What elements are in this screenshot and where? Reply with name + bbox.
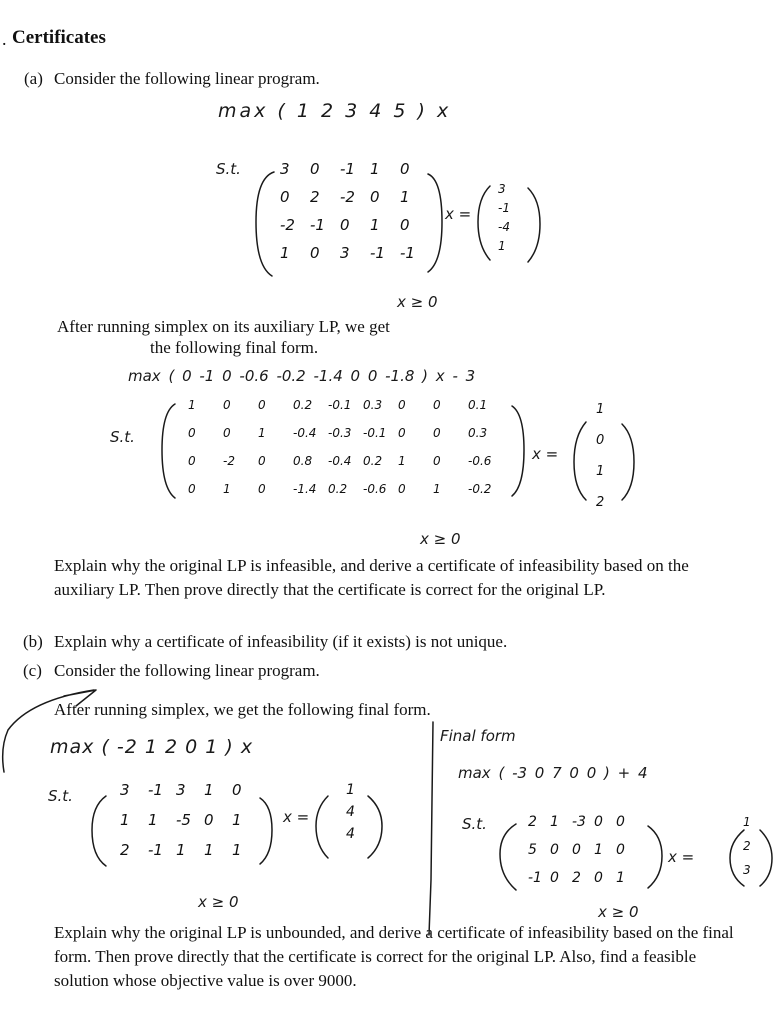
- final-a-cell-r1-c7: 0: [398, 398, 406, 412]
- lp-a-cell-r2-c3: -2: [340, 188, 355, 206]
- final-a-cell-r1-c1: 1: [188, 398, 196, 412]
- lp-c-rhs-value-2: 4: [346, 804, 355, 820]
- final-a-cell-r4-c3: 0: [258, 482, 266, 496]
- final-a-cell-r3-c8: 0: [433, 454, 441, 468]
- section-marker: .: [2, 29, 7, 49]
- final-a-cell-r2-c1: 0: [188, 426, 196, 440]
- part-c-label: (c): [23, 661, 42, 680]
- lp-a-cell-r4-c5: -1: [400, 244, 415, 262]
- final-a-right-bracket: [512, 406, 524, 496]
- final-a-cell-r1-c5: -0.1: [328, 398, 352, 412]
- lp-c-cell-r3-c5: 1: [232, 841, 242, 859]
- final-c-heading: Final form: [440, 727, 516, 745]
- lp-c-rhs-value-3: 4: [346, 826, 355, 842]
- final-c-cell-r3-c5: 1: [616, 870, 625, 886]
- final-c-cell-r1-c1: 2: [528, 814, 537, 830]
- final-a-rhs-value-4: 2: [596, 495, 605, 510]
- part-a-label: (a): [24, 69, 43, 88]
- part-b-text: Explain why a certificate of infeasibility (if it exists) is not unique.: [54, 632, 508, 651]
- lp-c-cell-r3-c2: -1: [148, 841, 163, 859]
- lp-c-st: S.t.: [48, 787, 73, 805]
- lp-a-cell-r2-c1: 0: [280, 188, 290, 206]
- final-a-cell-r2-c8: 0: [433, 426, 441, 440]
- final-a-cell-r4-c7: 0: [398, 482, 406, 496]
- final-a-cell-r3-c1: 0: [188, 454, 196, 468]
- lp-c-cell-r3-c3: 1: [176, 841, 186, 859]
- final-a-cell-r1-c8: 0: [433, 398, 441, 412]
- part-a-task: Explain why the original LP is infeasible, and derive a certificate of infeasibility based on the auxiliary LP. Then prove directly that the certificate is correct for the original LP.: [54, 556, 689, 599]
- final-a-rhs-value-2: 0: [596, 433, 605, 448]
- lp-a-cell-r3-c4: 1: [370, 216, 380, 234]
- lp-c-cell-r1-c5: 0: [232, 781, 242, 799]
- final-a-cell-r3-c4: 0.8: [293, 454, 313, 468]
- lp-a-cell-r1-c4: 1: [370, 160, 380, 178]
- lp-c-cell-r2-c2: 1: [148, 811, 158, 829]
- final-c-cell-r3-c3: 2: [572, 870, 581, 886]
- lp-c-rhs-right-bracket: [368, 796, 382, 858]
- final-c-cell-r1-c5: 0: [616, 814, 625, 830]
- final-a-cell-r1-c4: 0.2: [293, 398, 313, 412]
- lp-c-cell-r1-c3: 3: [176, 781, 186, 799]
- final-a-cell-r4-c8: 1: [433, 482, 441, 496]
- part-a-after-2: the following final form.: [150, 338, 319, 357]
- lp-a-cell-r3-c5: 0: [400, 216, 410, 234]
- part-a-after-1: After running simplex on its auxiliary LP, we get: [57, 317, 390, 336]
- final-c-rhs-left-bracket: [730, 830, 744, 886]
- lp-c-times-x: x =: [283, 808, 310, 826]
- lp-c-cell-r2-c1: 1: [120, 811, 130, 829]
- lp-a-rhs-value-4: 1: [498, 239, 506, 253]
- final-a-cell-r3-c5: -0.4: [328, 454, 352, 468]
- final-a-nonneg: x ≥ 0: [420, 530, 461, 548]
- lp-a-rhs-value-1: 3: [498, 182, 506, 196]
- lp-a-cell-r3-c3: 0: [340, 216, 350, 234]
- final-c-cell-r2-c1: 5: [528, 842, 537, 858]
- final-c-cell-r1-c2: 1: [550, 814, 559, 830]
- final-a-cell-r3-c6: 0.2: [363, 454, 383, 468]
- divider-line: [429, 722, 433, 935]
- final-a-cell-r4-c4: -1.4: [293, 482, 317, 496]
- final-a-left-bracket: [162, 404, 175, 498]
- lp-c-objective: max ( -2 1 2 0 1 ) x: [50, 736, 254, 758]
- final-c-cell-r2-c5: 0: [616, 842, 625, 858]
- lp-a-cell-r3-c2: -1: [310, 216, 325, 234]
- final-a-cell-r4-c5: 0.2: [328, 482, 348, 496]
- lp-a-cell-r1-c2: 0: [310, 160, 320, 178]
- section-title: Certificates: [12, 27, 106, 48]
- final-a-rhs-left-bracket: [574, 422, 586, 500]
- final-a-cell-r1-c3: 0: [258, 398, 266, 412]
- final-a-cell-r4-c1: 0: [188, 482, 196, 496]
- lp-c-cell-r1-c2: -1: [148, 781, 163, 799]
- final-a-cell-r3-c3: 0: [258, 454, 266, 468]
- lp-a-left-bracket: [256, 172, 274, 276]
- final-c-cell-r3-c4: 0: [594, 870, 603, 886]
- final-c-cell-r2-c2: 0: [550, 842, 559, 858]
- final-c-rhs-value-2: 2: [743, 839, 751, 853]
- lp-a-cell-r3-c1: -2: [280, 216, 295, 234]
- lp-c-rhs-value-1: 1: [346, 782, 355, 798]
- lp-c-cell-r2-c3: -5: [176, 811, 191, 829]
- lp-c-cell-r3-c1: 2: [120, 841, 130, 859]
- final-a-cell-r3-c2: -2: [223, 454, 235, 468]
- final-c-objective: max ( -3 0 7 0 0 ) + 4: [458, 764, 648, 782]
- lp-a-rhs-value-2: -1: [498, 201, 510, 215]
- final-a-cell-r2-c2: 0: [223, 426, 231, 440]
- final-a-times-x: x =: [532, 445, 559, 463]
- lp-a-cell-r1-c1: 3: [280, 160, 290, 178]
- final-c-times-x: x =: [668, 848, 695, 866]
- lp-c-cell-r1-c1: 3: [120, 781, 130, 799]
- lp-c-right-bracket: [260, 798, 272, 864]
- final-c-cell-r1-c3: -3: [572, 814, 586, 830]
- final-c-rhs-right-bracket: [760, 830, 772, 886]
- part-c-intro: Consider the following linear program.: [54, 661, 320, 680]
- lp-a-objective: max ( 1 2 3 4 5 ) x: [218, 100, 452, 122]
- lp-c-nonneg: x ≥ 0: [198, 893, 239, 911]
- final-a-cell-r1-c6: 0.3: [363, 398, 383, 412]
- final-a-objective: max ( 0 -1 0 -0.6 -0.2 -1.4 0 0 -1.8 ) x - 3: [128, 367, 476, 385]
- lp-a-cell-r4-c2: 0: [310, 244, 320, 262]
- lp-a-cell-r2-c2: 2: [310, 188, 320, 206]
- final-a-cell-r1-c2: 0: [223, 398, 231, 412]
- lp-c-cell-r2-c5: 1: [232, 811, 242, 829]
- lp-a-cell-r4-c4: -1: [370, 244, 385, 262]
- final-a-cell-r4-c2: 1: [223, 482, 231, 496]
- final-a-cell-r2-c3: 1: [258, 426, 266, 440]
- final-c-cell-r2-c3: 0: [572, 842, 581, 858]
- final-a-cell-r2-c4: -0.4: [293, 426, 317, 440]
- final-a-rhs-value-3: 1: [596, 464, 605, 479]
- final-a-rhs-value-1: 1: [596, 402, 605, 417]
- lp-a-st: S.t.: [216, 160, 241, 178]
- lp-a-cell-r2-c5: 1: [400, 188, 410, 206]
- final-c-nonneg: x ≥ 0: [598, 903, 639, 921]
- lp-a-cell-r4-c1: 1: [280, 244, 290, 262]
- final-a-cell-r4-c9: -0.2: [468, 482, 492, 496]
- part-b-label: (b): [23, 632, 43, 651]
- final-a-cell-r2-c9: 0.3: [468, 426, 488, 440]
- final-a-cell-r1-c9: 0.1: [468, 398, 488, 412]
- lp-a-cell-r4-c3: 3: [340, 244, 350, 262]
- final-c-cell-r1-c4: 0: [594, 814, 603, 830]
- final-a-rhs-right-bracket: [622, 424, 634, 500]
- final-c-right-bracket: [648, 826, 662, 888]
- final-a-cell-r2-c6: -0.1: [363, 426, 387, 440]
- part-c-task: Explain why the original LP is unbounded, and derive a certificate of infeasibility based on the final form. Then prove directly that the certificate is correct for the original LP. Also, find a feasible solution whose objective value is over 9000.: [54, 923, 734, 990]
- lp-a-cell-r1-c3: -1: [340, 160, 355, 178]
- final-a-st: S.t.: [110, 428, 135, 446]
- lp-a-rhs-right-bracket: [528, 188, 540, 262]
- lp-a-cell-r2-c4: 0: [370, 188, 380, 206]
- lp-a-rhs-left-bracket: [478, 186, 490, 260]
- final-c-cell-r3-c1: -1: [528, 870, 542, 886]
- final-c-cell-r2-c4: 1: [594, 842, 603, 858]
- final-c-left-bracket: [500, 824, 516, 890]
- final-a-cell-r2-c7: 0: [398, 426, 406, 440]
- part-c-after: After running simplex, we get the following final form.: [54, 700, 431, 719]
- final-a-cell-r2-c5: -0.3: [328, 426, 352, 440]
- lp-c-left-bracket: [92, 796, 106, 866]
- final-a-cell-r3-c9: -0.6: [468, 454, 492, 468]
- final-c-rhs-value-1: 1: [743, 815, 751, 829]
- lp-c-cell-r2-c4: 0: [204, 811, 214, 829]
- lp-a-nonneg: x ≥ 0: [397, 293, 438, 311]
- lp-c-cell-r3-c4: 1: [204, 841, 214, 859]
- final-c-st: S.t.: [462, 815, 487, 833]
- lp-c-cell-r1-c4: 1: [204, 781, 214, 799]
- lp-c-rhs-left-bracket: [316, 796, 328, 858]
- lp-a-times-x: x =: [445, 205, 472, 223]
- final-a-cell-r4-c6: -0.6: [363, 482, 387, 496]
- lp-a-right-bracket: [428, 174, 442, 272]
- final-c-cell-r3-c2: 0: [550, 870, 559, 886]
- final-a-cell-r3-c7: 1: [398, 454, 406, 468]
- lp-a-rhs-value-3: -4: [498, 220, 510, 234]
- final-c-rhs-value-3: 3: [743, 863, 751, 877]
- part-a-intro: Consider the following linear program.: [54, 69, 320, 88]
- lp-a-cell-r1-c5: 0: [400, 160, 410, 178]
